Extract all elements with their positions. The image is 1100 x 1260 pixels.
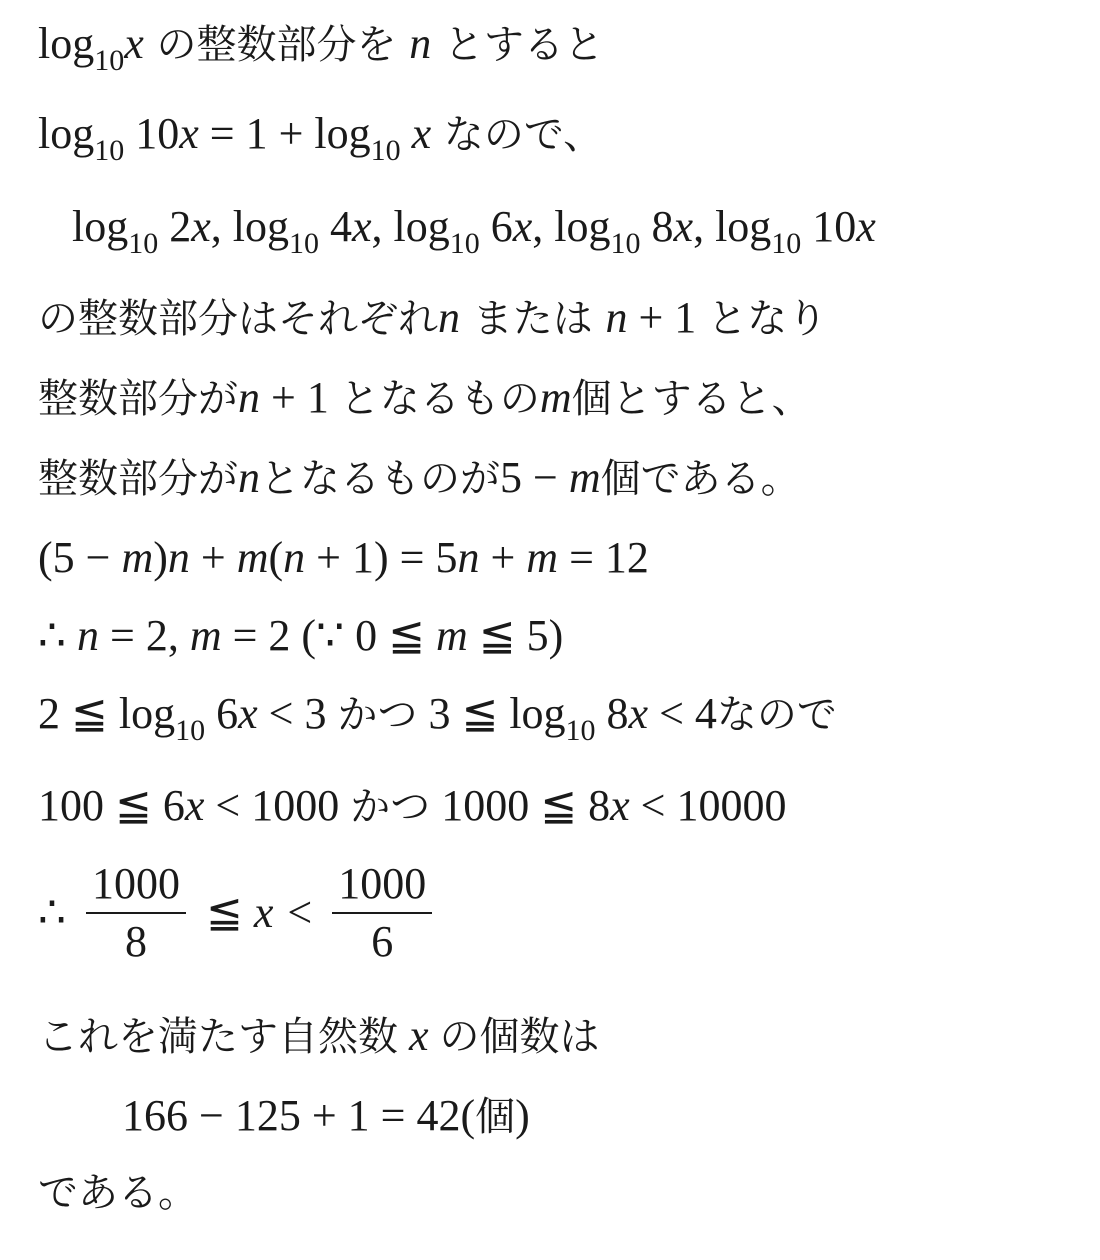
line-segment: である。 <box>38 1170 198 1216</box>
line-segment: とすると <box>431 22 604 68</box>
fraction-right <box>332 859 432 966</box>
line-segment: なので <box>716 692 837 738</box>
line-segment: x <box>238 689 258 738</box>
line-segment: 10 <box>128 227 159 260</box>
fraction-right-numerator: 1000 <box>332 862 432 914</box>
line-segment: x <box>673 202 694 251</box>
line-segment: = 2 (∵ 0 ≦ <box>221 611 436 660</box>
line-segment: 10 <box>175 714 206 747</box>
line-segment: , log <box>371 202 450 251</box>
line-segment: 10 <box>124 109 180 158</box>
line-segment: x <box>184 781 205 830</box>
line-segment: x <box>352 202 372 251</box>
fraction-inequality <box>38 859 438 966</box>
line-segment: + 1) = 5 <box>305 533 458 582</box>
line-segment: 4 <box>319 202 352 251</box>
line-segment: x <box>124 19 144 68</box>
therefore-symbol: ∴ <box>38 888 66 937</box>
line-segment: 整数部分が <box>38 376 238 422</box>
text-line-10 <box>38 781 787 830</box>
fraction-left-denominator: 8 <box>125 917 147 966</box>
line-segment: 10 <box>610 227 641 260</box>
line-segment: x <box>400 109 432 158</box>
line-segment: + <box>479 533 527 582</box>
line-segment: n <box>438 293 460 342</box>
line-segment: 8 <box>595 689 629 738</box>
line-segment: < 3 <box>257 689 338 738</box>
line-segment: または <box>460 296 606 342</box>
line-segment: となり <box>707 296 828 342</box>
line-segment: 個である。 <box>600 456 801 502</box>
line-segment: 100 ≦ 6 <box>38 781 185 830</box>
line-segment: 5 − <box>500 453 569 502</box>
text-line-4 <box>38 293 828 342</box>
line-segment: 10 <box>801 202 857 251</box>
line-segment: 8 <box>640 202 674 251</box>
line-segment: かつ <box>350 784 431 830</box>
line-segment: 166 − 125 + 1 = 42( <box>122 1091 476 1140</box>
line-segment: 2 ≦ log <box>38 689 176 738</box>
text-line-9 <box>38 689 837 747</box>
line-segment: m <box>121 533 154 582</box>
line-segment: の個数は <box>439 1014 600 1060</box>
line-segment: x <box>512 202 533 251</box>
line-segment: = 12 <box>558 533 649 582</box>
line-segment: < 10000 <box>629 781 787 830</box>
line-segment: = 1 + log <box>198 109 371 158</box>
text-line-1 <box>38 19 604 77</box>
line-segment: , log <box>693 202 772 251</box>
line-segment: , log <box>210 202 289 251</box>
line-segment: , log <box>532 202 611 251</box>
line-segment: かつ <box>337 692 418 738</box>
line-segment: 2 <box>158 202 192 251</box>
line-segment: ) <box>153 533 168 582</box>
line-segment: + 1 <box>627 293 708 342</box>
line-segment: + <box>189 533 237 582</box>
fraction-right-denominator: 6 <box>371 917 394 966</box>
line-segment: の整数部分を <box>143 22 410 68</box>
line-segment: なので、 <box>431 112 604 158</box>
line-segment: 6 <box>479 202 513 251</box>
fraction-left-numerator: 1000 <box>86 862 186 914</box>
line-segment: x <box>179 109 199 158</box>
line-segment: < 1000 <box>204 781 351 830</box>
line-segment: n <box>167 533 190 582</box>
text-line-7 <box>38 533 649 582</box>
line-segment: ) <box>515 1091 530 1140</box>
fraction-left <box>86 859 186 966</box>
text-line-8 <box>38 611 564 660</box>
text-line-3 <box>72 202 876 260</box>
line-segment: x <box>610 781 630 830</box>
text-line-14 <box>38 1170 198 1214</box>
line-segment: 10 <box>449 227 480 260</box>
line-segment: log <box>38 109 95 158</box>
line-segment: 1000 ≦ 8 <box>430 781 611 830</box>
line-segment: 個とすると、 <box>571 376 812 422</box>
line-segment: n <box>238 373 260 422</box>
line-segment: となるもの <box>339 376 540 422</box>
text-line-6 <box>38 453 801 502</box>
line-segment: n <box>238 453 260 502</box>
variable-x: x <box>253 888 274 937</box>
line-segment: ( <box>268 533 284 582</box>
text-line-12 <box>38 1011 600 1060</box>
line-segment: 10 <box>289 227 319 260</box>
line-segment: 整数部分が <box>38 456 238 502</box>
line-segment: 10 <box>771 227 802 260</box>
line-segment: 10 <box>565 714 596 747</box>
line-segment: 10 <box>94 134 125 167</box>
line-segment: の整数部分はそれぞれ <box>38 296 438 342</box>
line-segment: x <box>856 202 876 251</box>
line-segment: log <box>38 19 95 68</box>
line-segment: ≦ 5) <box>467 611 564 660</box>
line-segment: m <box>526 533 559 582</box>
inequality-lt: < <box>287 888 313 937</box>
line-segment: x <box>628 689 649 738</box>
line-segment: = 2, <box>99 611 190 660</box>
line-segment: 6 <box>205 689 239 738</box>
line-segment: + 1 <box>260 373 340 422</box>
line-segment: m <box>568 453 601 502</box>
line-segment: x <box>191 202 211 251</box>
line-segment: < 4 <box>648 689 717 738</box>
line-segment: ∴ <box>38 611 77 660</box>
line-segment: n <box>457 533 480 582</box>
line-segment: m <box>236 533 269 582</box>
line-segment: n <box>77 611 99 660</box>
line-segment: となるものが <box>260 456 500 502</box>
line-segment: 3 ≦ log <box>417 689 566 738</box>
line-segment: log <box>72 202 129 251</box>
line-segment: 10 <box>94 44 125 77</box>
line-segment: (5 − <box>38 533 122 582</box>
line-segment: m <box>435 611 468 660</box>
line-segment: m <box>189 611 222 660</box>
line-segment: 個 <box>475 1094 516 1140</box>
line-segment: m <box>539 373 572 422</box>
text-line-13 <box>122 1091 530 1140</box>
line-segment: これを満たす自然数 <box>38 1014 398 1060</box>
line-segment: n <box>409 19 432 68</box>
inequality-le: ≦ <box>206 888 254 937</box>
line-segment: n <box>283 533 306 582</box>
text-line-5 <box>38 373 812 422</box>
line-segment: n <box>605 293 628 342</box>
line-segment: x <box>398 1011 440 1060</box>
text-line-2 <box>38 109 604 167</box>
line-segment: 10 <box>370 134 401 167</box>
